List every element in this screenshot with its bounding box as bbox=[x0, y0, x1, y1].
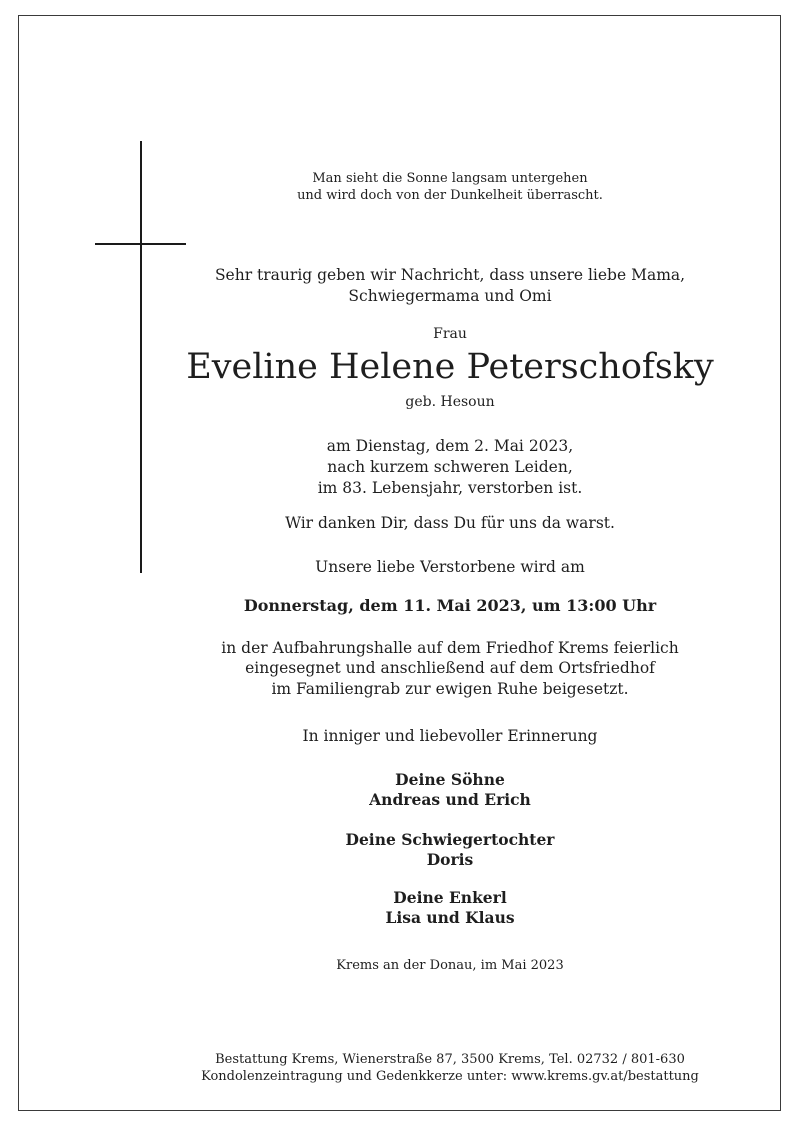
place-date: Krems an der Donau, im Mai 2023 bbox=[336, 958, 564, 973]
death-line-1: am Dienstag, dem 2. Mai 2023, bbox=[326, 437, 574, 455]
mourner-names: Andreas und Erich bbox=[369, 790, 531, 809]
burial-place-line-3: im Familiengrab zur ewigen Ruhe beigesetzt. bbox=[271, 680, 629, 698]
cross-icon-horizontal bbox=[95, 243, 186, 245]
death-line-2: nach kurzem schweren Leiden, bbox=[327, 458, 573, 476]
burial-intro: Unsere liebe Verstorbene wird am bbox=[315, 558, 585, 576]
thanks-line: Wir danken Dir, dass Du für uns da warst. bbox=[285, 514, 615, 532]
burial-place-line-1: in der Aufbahrungshalle auf dem Friedhof Krems feierlich bbox=[221, 639, 679, 657]
maiden-name: geb. Hesoun bbox=[405, 394, 495, 410]
announcement-line-1: Sehr traurig geben wir Nachricht, dass unsere liebe Mama, bbox=[214, 266, 686, 284]
mourner-names: Doris bbox=[426, 850, 474, 869]
mourner-names: Lisa und Klaus bbox=[385, 908, 515, 927]
footer-condolence: Kondolenzeintragung und Gedenkkerze unter: www.krems.gv.at/bestattung bbox=[201, 1069, 699, 1084]
burial-place-line-2: eingesegnet und anschließend auf dem Ortsfriedhof bbox=[245, 659, 655, 677]
death-line-3: im 83. Lebensjahr, verstorben ist. bbox=[317, 479, 583, 497]
memory-line: In inniger und liebevoller Erinnerung bbox=[302, 727, 598, 745]
announcement-line-2: Schwiegermama und Omi bbox=[348, 287, 552, 305]
motto-line-1: Man sieht die Sonne langsam untergehen bbox=[312, 171, 588, 186]
burial-date: Donnerstag, dem 11. Mai 2023, um 13:00 Uhr bbox=[243, 596, 657, 615]
mourner-role: Deine Söhne bbox=[395, 770, 505, 789]
footer-address: Bestattung Krems, Wienerstraße 87, 3500 Krems, Tel. 02732 / 801-630 bbox=[215, 1052, 685, 1067]
mourner-role: Deine Schwiegertochter bbox=[345, 830, 555, 849]
motto-line-2: und wird doch von der Dunkelheit überrascht. bbox=[297, 188, 603, 203]
salutation: Frau bbox=[433, 326, 467, 342]
mourner-role: Deine Enkerl bbox=[393, 888, 507, 907]
deceased-name: Eveline Helene Peterschofsky bbox=[186, 347, 714, 387]
